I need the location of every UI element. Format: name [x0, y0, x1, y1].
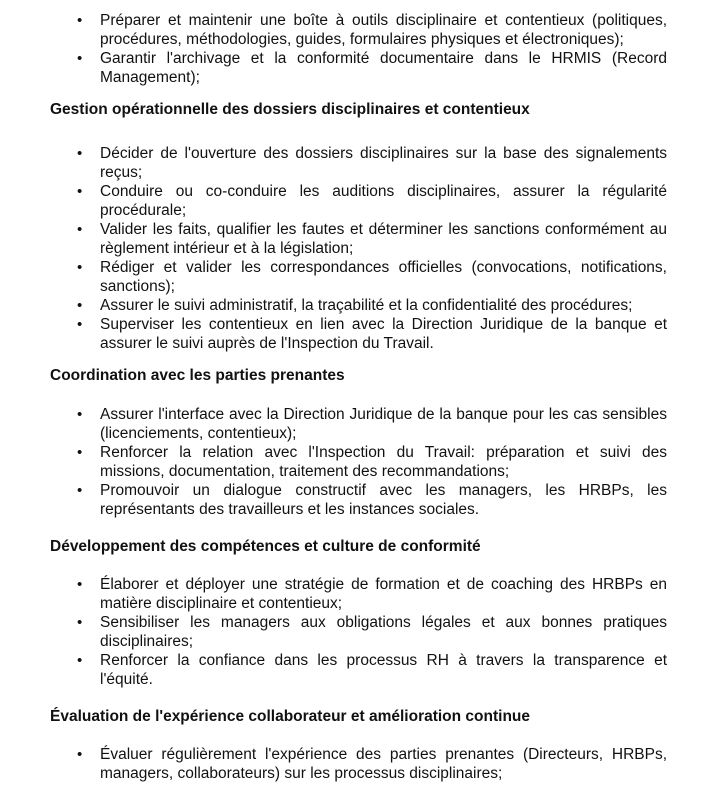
list-item-text: Renforcer la relation avec l'Inspection du Travail: préparation et suivi des missions, documentation, traitement des recommandations;	[100, 444, 667, 480]
list-item	[0, 481, 667, 519]
list-item-text: Préparer et maintenir une boîte à outils disciplinaire et contentieux (politiques, procédures, méthodologies, guides, formulaires physiques et électroniques);	[100, 12, 667, 48]
list-item-text: Valider les faits, qualifier les fautes et déterminer les sanctions conformément au règlement intérieur et à la législation;	[100, 221, 667, 257]
list-item	[0, 575, 667, 613]
bullet-icon: •	[77, 297, 83, 314]
section-heading-developpement: Développement des compétences et culture de conformité	[50, 538, 481, 555]
list-item-text: Promouvoir un dialogue constructif avec les managers, les HRBPs, les représentants des travailleurs et les instances sociales.	[100, 482, 667, 518]
list-item	[0, 258, 667, 296]
section-list-evaluation	[0, 745, 711, 783]
list-item-text: Superviser les contentieux en lien avec la Direction Juridique de la banque et assurer le suivi auprès de l'Inspection du Travail.	[100, 316, 667, 352]
list-item	[0, 220, 667, 258]
list-item	[0, 144, 667, 182]
list-item-text: Conduire ou co-conduire les auditions disciplinaires, assurer la régularité procédurale;	[100, 183, 667, 219]
bullet-icon: •	[77, 746, 83, 763]
list-item	[0, 49, 667, 87]
bullet-icon: •	[77, 183, 83, 200]
bullet-icon: •	[77, 221, 83, 238]
bullet-icon: •	[77, 259, 83, 276]
section-heading-evaluation: Évaluation de l'expérience collaborateur et amélioration continue	[50, 708, 531, 725]
list-item	[0, 745, 667, 783]
list-item-text: Rédiger et valider les correspondances officielles (convocations, notifications, sanctions);	[100, 259, 667, 295]
list-item-text: Garantir l'archivage et la conformité documentaire dans le HRMIS (Record Management);	[100, 50, 667, 86]
list-item-text: Assurer le suivi administratif, la traçabilité et la confidentialité des procédures;	[100, 297, 633, 314]
list-item	[0, 651, 667, 689]
intro-list	[0, 11, 711, 87]
bullet-icon: •	[77, 12, 83, 29]
list-item	[0, 296, 667, 315]
list-item	[0, 443, 667, 481]
list-item-text: Décider de l'ouverture des dossiers disciplinaires sur la base des signalements reçus;	[100, 145, 667, 181]
list-item	[0, 182, 667, 220]
bullet-icon: •	[77, 482, 83, 499]
list-item-text: Assurer l'interface avec la Direction Juridique de la banque pour les cas sensibles (licenciements, contentieux);	[100, 406, 667, 442]
section-heading-gestion: Gestion opérationnelle des dossiers disciplinaires et contentieux	[50, 101, 530, 118]
section-list-developpement	[0, 575, 711, 689]
list-item-text: Élaborer et déployer une stratégie de formation et de coaching des HRBPs en matière disciplinaire et contentieux;	[100, 576, 667, 612]
list-item	[0, 405, 667, 443]
list-item-text: Évaluer régulièrement l'expérience des parties prenantes (Directeurs, HRBPs, managers, collaborateurs) sur les processus disciplinaires;	[100, 746, 667, 782]
list-item-text: Renforcer la confiance dans les processus RH à travers la transparence et l'équité.	[100, 652, 667, 688]
bullet-icon: •	[77, 316, 83, 333]
bullet-icon: •	[77, 145, 83, 162]
section-list-gestion	[0, 144, 711, 353]
section-list-coordination	[0, 405, 711, 519]
bullet-icon: •	[77, 652, 83, 669]
bullet-icon: •	[77, 576, 83, 593]
bullet-icon: •	[77, 444, 83, 461]
list-item	[0, 315, 667, 353]
bullet-icon: •	[77, 50, 83, 67]
section-heading-coordination: Coordination avec les parties prenantes	[50, 367, 345, 384]
list-item	[0, 613, 667, 651]
list-item	[0, 11, 667, 49]
list-item-text: Sensibiliser les managers aux obligations légales et aux bonnes pratiques disciplinaires;	[100, 614, 667, 650]
bullet-icon: •	[77, 406, 83, 423]
bullet-icon: •	[77, 614, 83, 631]
